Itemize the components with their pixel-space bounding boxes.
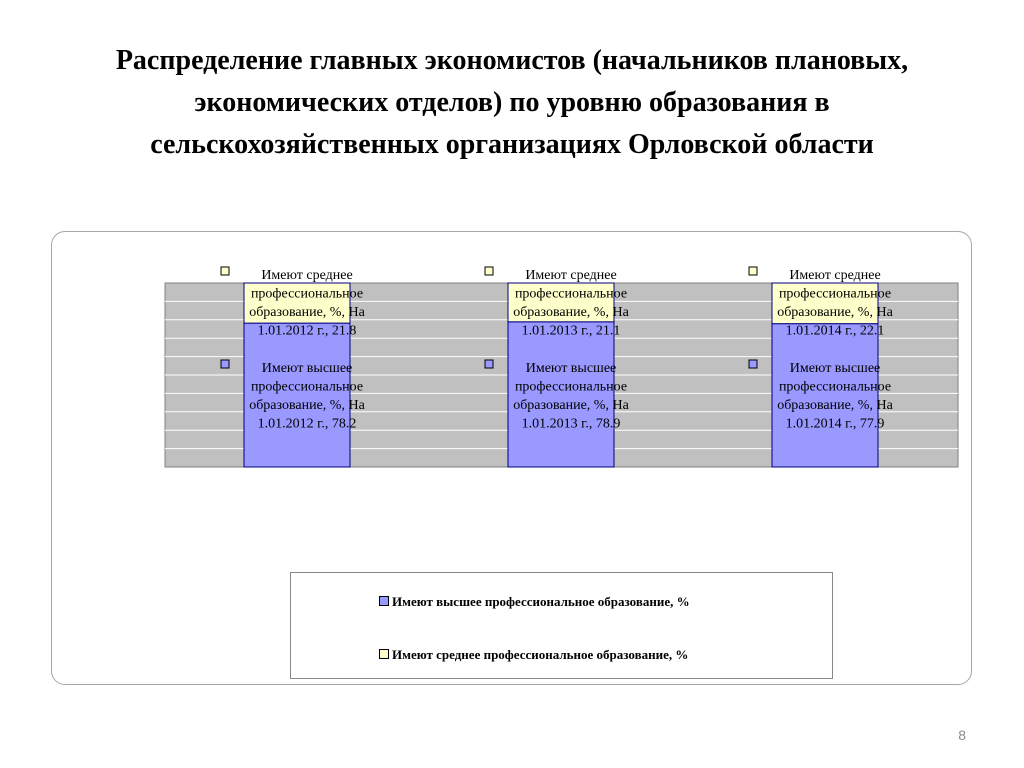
bar-higher-3 xyxy=(772,324,878,467)
data-label-higher-2: образование, %, На xyxy=(513,398,629,413)
data-label-higher-2: профессиональное xyxy=(514,379,628,395)
data-label-secondary-1: 1.01.2012 г., 21.8 xyxy=(257,323,357,339)
data-label-secondary-2: образование, %, На xyxy=(513,305,629,320)
data-label-swatch-secondary-1 xyxy=(221,267,229,275)
data-label-secondary-1: профессиональное xyxy=(250,286,364,302)
data-label-higher-3: образование, %, На xyxy=(777,398,893,413)
data-label-higher-1: Имеют высшее xyxy=(261,361,353,376)
data-label-higher-3: 1.01.2014 г., 77.9 xyxy=(785,416,885,432)
data-label-secondary-2: профессиональное xyxy=(514,286,628,302)
data-label-higher-2: 1.01.2013 г., 78.9 xyxy=(521,416,621,432)
legend-swatch-higher xyxy=(379,596,389,606)
chart-legend xyxy=(290,572,833,679)
data-label-secondary-3: 1.01.2014 г., 22.1 xyxy=(785,323,885,339)
data-label-higher-1: профессиональное xyxy=(250,379,364,395)
data-label-swatch-secondary-3 xyxy=(749,267,757,275)
data-label-higher-1: образование, %, На xyxy=(249,398,365,413)
bar-higher-1 xyxy=(244,323,350,467)
data-label-secondary-2: 1.01.2013 г., 21.1 xyxy=(521,323,621,339)
legend-item-secondary xyxy=(379,647,688,663)
data-label-higher-3: профессиональное xyxy=(778,379,892,395)
data-label-swatch-secondary-2 xyxy=(485,267,493,275)
data-label-swatch-higher-2 xyxy=(485,360,493,368)
slide-title: Распределение главных экономистов (начальников плановых, экономических отделов) по уровню образования в сельскохозяйственных организациях Орловской области xyxy=(115,45,909,160)
data-label-secondary-1: Имеют среднее xyxy=(261,268,353,283)
data-label-higher-3: Имеют высшее xyxy=(789,361,881,376)
data-label-secondary-1: образование, %, На xyxy=(249,305,365,320)
data-label-secondary-3: Имеют среднее xyxy=(789,268,881,283)
legend-item-higher xyxy=(379,594,690,610)
data-label-swatch-higher-3 xyxy=(749,360,757,368)
data-label-secondary-2: Имеют среднее xyxy=(525,268,617,283)
legend-swatch-secondary xyxy=(379,649,389,659)
data-label-swatch-higher-1 xyxy=(221,360,229,368)
data-label-higher-1: 1.01.2012 г., 78.2 xyxy=(257,416,357,432)
legend-label-higher: Имеют высшее профессиональное образование, % xyxy=(392,594,690,609)
data-label-higher-2: Имеют высшее xyxy=(525,361,617,376)
legend-label-secondary: Имеют среднее профессиональное образование, % xyxy=(392,647,689,662)
page-number: 8 xyxy=(958,727,966,743)
data-label-secondary-3: профессиональное xyxy=(778,286,892,302)
data-label-secondary-3: образование, %, На xyxy=(777,305,893,320)
